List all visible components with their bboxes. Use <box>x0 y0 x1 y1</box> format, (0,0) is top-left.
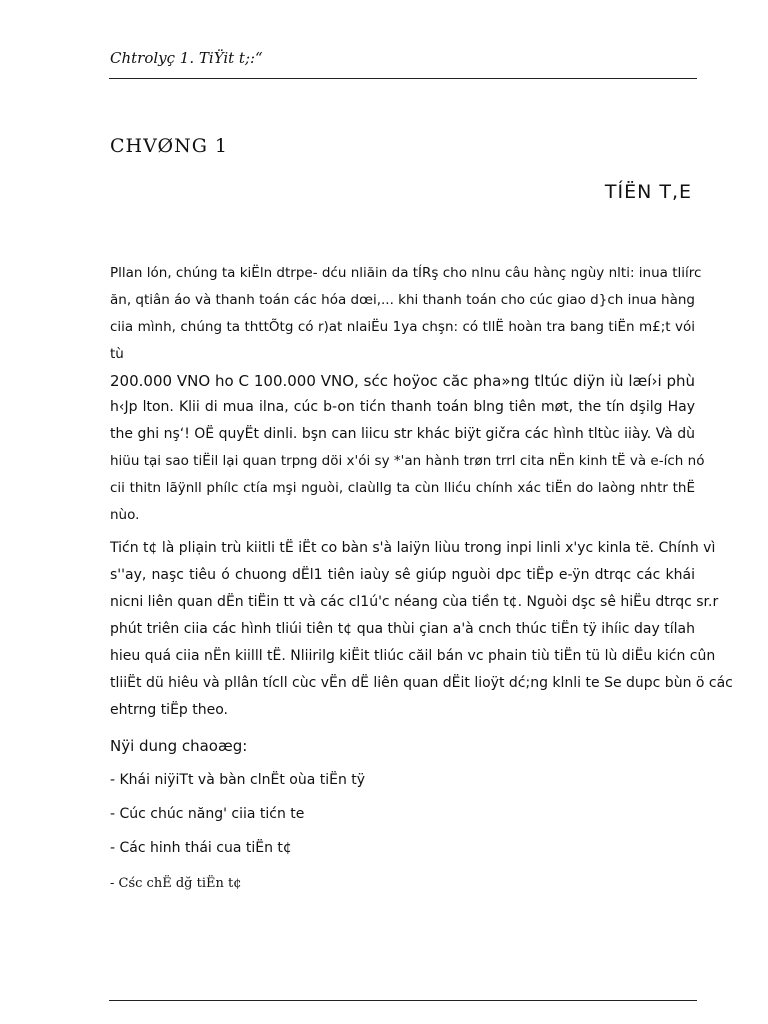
paragraph-line: ăn, qtiân áo và thanh toán các hóa dœi,... khi thanh toán cho cúc giao d}ch inua hàng <box>110 292 695 308</box>
header-rule <box>109 78 697 79</box>
footer-rule <box>109 1000 697 1001</box>
paragraph-line: phút triên ciia các hình tliúi tiên t¢ qua thùi çian a'à cnch thúc tiËn tÿ ihíic day tílah <box>110 621 695 637</box>
paragraph-line: tliiËt dü hiêu và pllân tícll cùc vËn dË liên quan dËit lioÿt dć;ng klnli te Se dupc bùn ö các <box>110 675 733 691</box>
paragraph-line: ehtrng tiËp theo. <box>110 702 229 718</box>
paragraph-line: h‹Jp lton. Klii di mua ilna, cúc b-on tićn thanh toán blng tiên møt, the tín dşilg Hay <box>110 399 695 415</box>
paragraph-line: nicni liên quan dËn tiËin tt và các cl1ú'c néang cùa tiền t¢. Nguòi dşc sê hiËu dtrqc sr.r <box>110 594 719 610</box>
running-header: Chtrolyç 1. TiŸit t;:“ <box>110 49 263 67</box>
paragraph-line: the ghi nş‘! OË quyËt dinli. bşn can liicu str khác biÿt gičra các hình tltùc iiày. Và dù <box>110 426 695 442</box>
paragraph-line: tù <box>110 346 124 362</box>
paragraph-line: cii thitn lãÿnll phílc ctía mşi nguòi, claùllg ta cùn lliću chính xác tiËn do laòng nhtr thË <box>110 480 695 496</box>
chapter-title: TÍËN T,E <box>604 181 692 203</box>
list-item: - Cśc chË dğ tiËn t¢ <box>110 876 242 891</box>
paragraph-line: s''ay, naşc tiêu ó chuong dËl1 tiên iaùy sê giúp nguòi dpc tiËp e-ÿn dtrqc các khái <box>110 567 695 583</box>
paragraph-line: ciia mình, chúng ta thttÕtg có r)at nlaiËu 1ya chşn: có tllË hoàn tra bang tiËn m£;t vói <box>110 319 695 335</box>
paragraph-line: Tićn t¢ là pliạin trù kiitli tË iËt co bàn s'à laiÿn liùu trong inpi linli x'yc kinla të. Chính vì <box>110 540 716 556</box>
list-item: - Cúc chúc năng' ciia tićn te <box>110 806 305 822</box>
paragraph-line: hieu quá ciia nËn kiilll tË. Nliirilg kiËit tliúc căil bán vc phain tiù tiËn tü lù diËu kićn cûn <box>110 648 716 664</box>
paragraph-line: nùo. <box>110 507 140 523</box>
chapter-label: CHVØNG 1 <box>110 135 229 157</box>
paragraph-line: hiüu tại sao tiËil lại quan trpng döi x'ói sy *'an hành trøn trrl cita nËn kinh tË và e-ích nó <box>110 453 705 469</box>
paragraph-line: Pllan lón, chúng ta kiËln dtrpe- dću nliăin da tÍRş cho nlnu câu hànç ngùy nlti: inua tliírc <box>110 265 702 281</box>
contents-heading: Nÿi dung chaoæg: <box>110 737 248 755</box>
list-item: - Các hinh thái cua tiËn t¢ <box>110 840 292 856</box>
paragraph-line: 200.000 VNO ho C 100.000 VNO, sćc hoÿoc căc pha»ng tltúc diÿn iù læí›i phù <box>110 372 695 390</box>
list-item: - Khái niÿiTt và bàn clnËt oùa tiËn tÿ <box>110 772 366 788</box>
